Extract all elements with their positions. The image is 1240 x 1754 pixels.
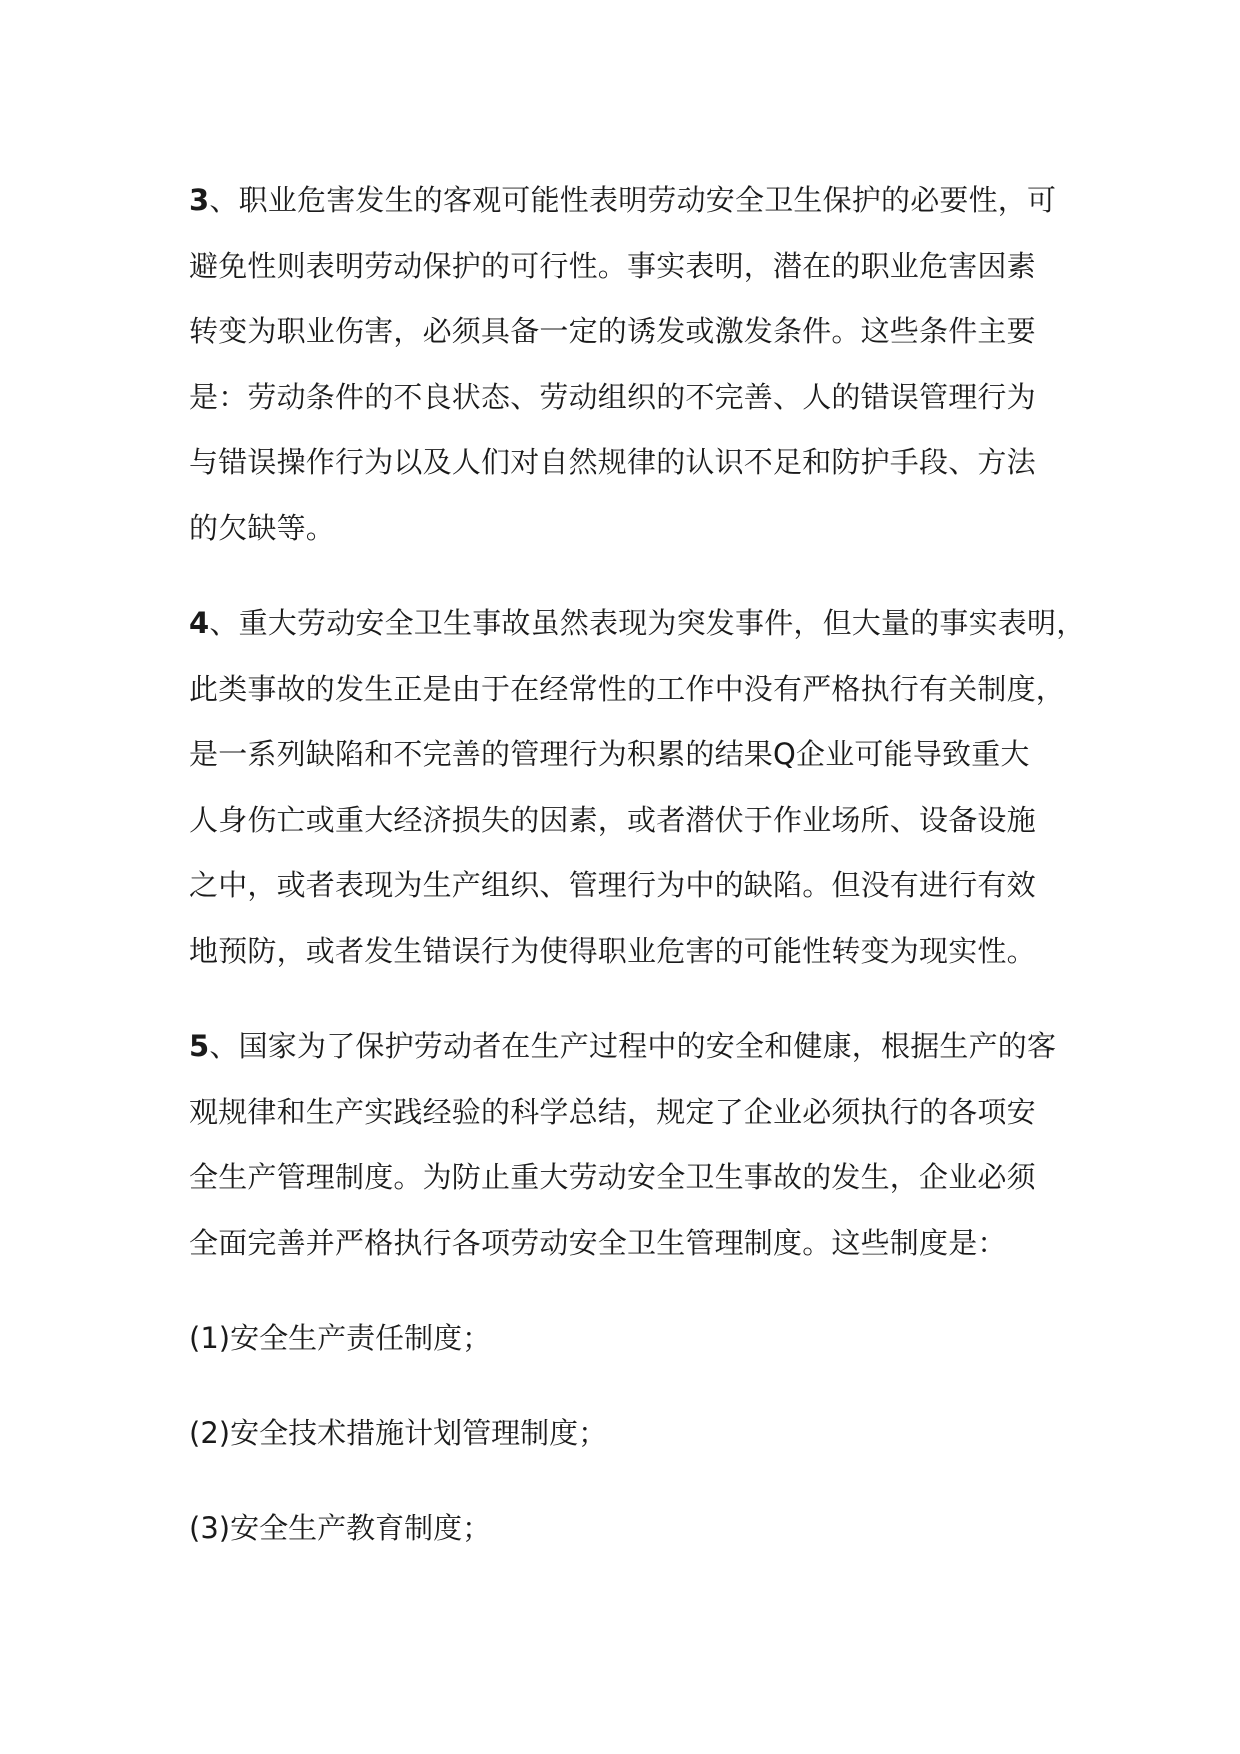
paragraph-line: 3、职业危害发生的客观可能性表明劳动安全卫生保护的必要性，可 [189, 183, 1057, 217]
regulation-list [189, 1306, 1089, 1561]
list-item: (1)安全生产责任制度； [189, 1321, 492, 1355]
list-item: (3)安全生产教育制度； [189, 1511, 492, 1545]
paragraph-line: 是一系列缺陷和不完善的管理行为积累的结果Q企业可能导致重大 [189, 737, 1030, 771]
paragraph-line: 之中，或者表现为生产组织、管理行为中的缺陷。但没有进行有效 [189, 868, 1036, 902]
document-page [189, 168, 1089, 1591]
paragraph-line: 全生产管理制度。为防止重大劳动安全卫生事故的发生，企业必须 [189, 1160, 1036, 1194]
paragraph-number: 5 [189, 1029, 210, 1063]
paragraph-line: 4、重大劳动安全卫生事故虽然表现为突发事件，但大量的事实表明， [189, 606, 1086, 640]
paragraph-line: 避免性则表明劳动保护的可行性。事实表明，潜在的职业危害因素 [189, 248, 1036, 283]
paragraph-4 [189, 591, 1089, 984]
paragraph-number: 3 [189, 183, 210, 217]
paragraph-3 [189, 168, 1089, 561]
paragraph-line: 是：劳动条件的不良状态、劳动组织的不完善、人的错误管理行为 [189, 379, 1036, 414]
paragraph-line: 全面完善并严格执行各项劳动安全卫生管理制度。这些制度是： [189, 1225, 1007, 1260]
list-item: (2)安全技术措施计划管理制度； [189, 1416, 608, 1450]
paragraph-line: 人身伤亡或重大经济损失的因素，或者潜伏于作业场所、设备设施 [189, 802, 1036, 837]
paragraph-line: 的欠缺等。 [189, 510, 336, 545]
paragraph-line: 与错误操作行为以及人们对自然规律的认识不足和防护手段、方法 [189, 445, 1036, 479]
paragraph-line: 5、国家为了保护劳动者在生产过程中的安全和健康，根据生产的客 [189, 1029, 1057, 1063]
paragraph-line: 地预防，或者发生错误行为使得职业危害的可能性转变为现实性。 [189, 933, 1036, 968]
paragraph-5 [189, 1014, 1089, 1276]
paragraph-line: 此类事故的发生正是由于在经常性的工作中没有严格执行有关制度， [189, 671, 1066, 706]
paragraph-line: 转变为职业伤害，必须具备一定的诱发或激发条件。这些条件主要 [189, 314, 1036, 348]
paragraph-line: 观规律和生产实践经验的科学总结，规定了企业必须执行的各项安 [189, 1094, 1036, 1129]
paragraph-number: 4 [189, 606, 210, 640]
